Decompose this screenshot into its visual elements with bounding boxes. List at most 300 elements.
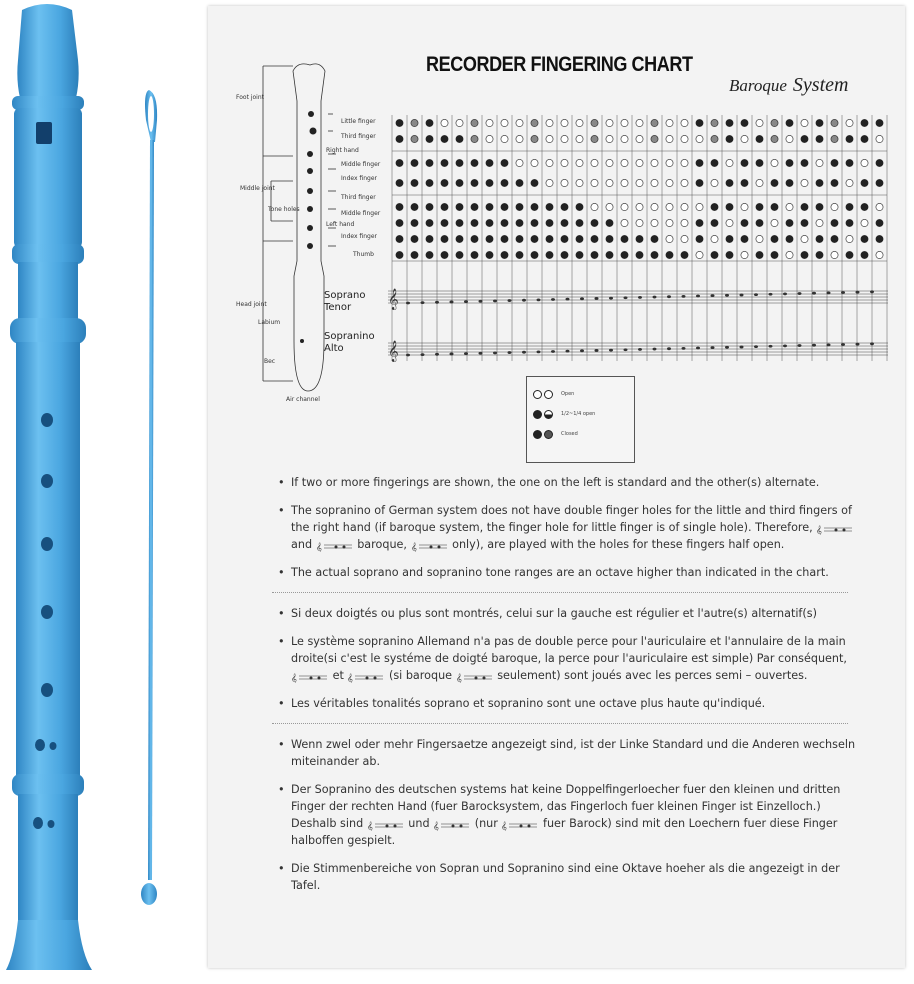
music-note-mark	[624, 296, 628, 299]
music-note-mark	[551, 298, 555, 301]
music-note-mark	[638, 348, 642, 351]
fingering-hole-mark	[621, 203, 628, 210]
fingering-hole-mark	[666, 235, 673, 242]
fingering-hole-mark	[501, 251, 508, 258]
closed-hole-icon	[544, 430, 553, 439]
fingering-hole-mark	[456, 219, 463, 226]
music-note-mark	[522, 351, 526, 354]
fingering-hole-mark	[861, 135, 868, 142]
music-note-mark	[522, 299, 526, 302]
fingering-hole-mark	[471, 235, 478, 242]
fingering-hole-mark	[801, 179, 808, 186]
music-note-mark	[638, 296, 642, 299]
label-head-joint: Head joint	[236, 301, 267, 308]
fingering-hole-mark	[531, 119, 538, 126]
fingering-hole-mark	[741, 179, 748, 186]
music-note-mark	[827, 291, 831, 294]
note-en-2: • The sopranino of German system does not have double finger holes for the little and third fingers of the right hand (if baroque system, the finger hole for little finger is of single hole). Therefore, 𝄞 and 𝄞 baroque, 𝄞 only), are played with the holes for these fingers half open.	[278, 502, 868, 553]
fingering-hole-mark	[651, 135, 658, 142]
fingering-hole-mark	[501, 203, 508, 210]
fingering-hole-mark	[786, 119, 793, 126]
music-note-mark	[609, 297, 613, 300]
fingering-hole-mark	[726, 179, 733, 186]
music-note-mark	[783, 345, 787, 348]
fingering-hole-mark	[771, 251, 778, 258]
svg-text:𝄞: 𝄞	[455, 674, 462, 683]
music-note-mark	[769, 345, 773, 348]
fingering-hole-mark	[816, 219, 823, 226]
fingering-hole-mark	[396, 179, 403, 186]
note-fr-3: • Les véritables tonalités soprano et sopranino sont une octave plus haute qu'indiqué.	[278, 695, 868, 712]
label-little-finger: Little finger	[341, 118, 376, 125]
fingering-hole-mark	[696, 119, 703, 126]
fingering-hole-mark	[426, 159, 433, 166]
label-third-finger-left: Third finger	[341, 194, 376, 201]
fingering-hole-mark	[441, 159, 448, 166]
fingering-hole-mark	[396, 219, 403, 226]
open-hole-icon	[544, 390, 553, 399]
fingering-hole-mark	[621, 235, 628, 242]
fingering-hole-mark	[516, 119, 523, 126]
fingering-hole-mark	[411, 179, 418, 186]
fingering-hole-mark	[711, 203, 718, 210]
fingering-hole-mark	[426, 179, 433, 186]
fingering-hole-mark	[771, 159, 778, 166]
music-notation-icon	[367, 819, 405, 829]
fingering-hole-mark	[456, 251, 463, 258]
fingering-hole-mark	[831, 235, 838, 242]
fingering-hole-mark	[816, 135, 823, 142]
fingering-hole-mark	[696, 251, 703, 258]
music-note-mark	[812, 292, 816, 295]
label-index-finger: Index finger	[341, 175, 377, 182]
fingering-hole-mark	[486, 179, 493, 186]
fingering-hole-mark	[711, 119, 718, 126]
label-middle-joint: Middle joint	[240, 185, 275, 192]
music-note-mark	[769, 293, 773, 296]
recorder-image	[0, 0, 100, 979]
fingering-hole-mark	[786, 219, 793, 226]
music-note-mark	[406, 302, 410, 305]
fingering-hole-mark	[861, 251, 868, 258]
fingering-hole-mark	[741, 219, 748, 226]
fingering-hole-mark	[786, 159, 793, 166]
fingering-hole-mark	[411, 235, 418, 242]
music-note-mark	[406, 354, 410, 357]
fingering-hole-mark	[486, 251, 493, 258]
music-note-mark	[740, 346, 744, 349]
fingering-hole-mark	[546, 159, 553, 166]
fingering-hole-mark	[531, 179, 538, 186]
fingering-hole-mark	[576, 119, 583, 126]
fingering-hole-mark	[711, 159, 718, 166]
fingering-hole-mark	[576, 159, 583, 166]
music-note-mark	[551, 350, 555, 353]
fingering-chart-sheet	[208, 6, 905, 968]
fingering-hole-mark	[876, 159, 883, 166]
fingering-hole-mark	[591, 203, 598, 210]
fingering-hole-mark	[441, 219, 448, 226]
fingering-hole-mark	[801, 251, 808, 258]
fingering-hole-mark	[576, 235, 583, 242]
cleaning-rod-image	[128, 80, 168, 910]
music-note-mark	[856, 291, 860, 294]
fingering-hole-mark	[546, 219, 553, 226]
note-fr-2: • Le système sopranino Allemand n'a pas de double perce pour l'auriculaire et l'annulaire de la main droite(si c'est le systéme de doigté baroque, la perce pour l'auriculaire est simple) Par conséquent, 𝄞 et 𝄞 (si baroque 𝄞 seulement) sont joués avec les perces semi – ouvertes.	[278, 633, 868, 684]
music-note-mark	[711, 294, 715, 297]
fingering-hole-mark	[846, 119, 853, 126]
fingering-hole-mark	[441, 119, 448, 126]
fingering-hole-mark	[771, 119, 778, 126]
fingering-hole-mark	[741, 203, 748, 210]
fingering-hole-mark	[651, 203, 658, 210]
fingering-hole-mark	[816, 235, 823, 242]
fingering-hole-mark	[741, 251, 748, 258]
fingering-hole-mark	[441, 251, 448, 258]
fingering-hole-mark	[486, 119, 493, 126]
fingering-hole-mark	[681, 219, 688, 226]
music-notation-icon	[501, 819, 539, 829]
fingering-hole-mark	[771, 203, 778, 210]
music-note-mark	[682, 347, 686, 350]
fingering-hole-mark	[441, 203, 448, 210]
fingering-hole-mark	[846, 203, 853, 210]
fingering-hole-mark	[411, 119, 418, 126]
legend-closed-text: Closed	[561, 431, 578, 437]
svg-text:𝄞: 𝄞	[816, 526, 823, 535]
fingering-hole-mark	[666, 179, 673, 186]
note-de-1: • Wenn zwel oder mehr Fingersaetze angezeigt sind, ist der Linke Standard und die Anderen wechseln miteinander ab.	[278, 736, 868, 770]
fingering-hole-mark	[741, 119, 748, 126]
fingering-hole-mark	[666, 135, 673, 142]
half-hole-icon	[533, 410, 542, 419]
fingering-hole-mark	[456, 235, 463, 242]
music-note-mark	[856, 343, 860, 346]
fingering-hole-mark	[696, 179, 703, 186]
label-right-hand: Right hand	[326, 147, 359, 154]
fingering-hole-mark	[591, 119, 598, 126]
fingering-hole-mark	[831, 219, 838, 226]
fingering-hole-mark	[426, 251, 433, 258]
fingering-hole-mark	[486, 219, 493, 226]
fingering-hole-mark	[426, 235, 433, 242]
fingering-hole-mark	[636, 219, 643, 226]
fingering-hole-mark	[756, 203, 763, 210]
music-note-mark	[740, 294, 744, 297]
music-note-mark	[566, 298, 570, 301]
music-note-mark	[667, 347, 671, 350]
fingering-hole-mark	[426, 203, 433, 210]
fingering-hole-mark	[486, 135, 493, 142]
fingering-hole-mark	[591, 179, 598, 186]
music-note-mark	[783, 293, 787, 296]
fingering-hole-mark	[816, 119, 823, 126]
fingering-hole-mark	[651, 251, 658, 258]
fingering-hole-mark	[561, 119, 568, 126]
fingering-hole-mark	[426, 135, 433, 142]
music-note-mark	[798, 292, 802, 295]
fingering-hole-mark	[711, 135, 718, 142]
music-note-mark	[464, 352, 468, 355]
fingering-hole-mark	[621, 179, 628, 186]
fingering-hole-mark	[651, 159, 658, 166]
music-note-mark	[595, 349, 599, 352]
label-index-finger-left: Index finger	[341, 233, 377, 240]
label-third-finger: Third finger	[341, 133, 376, 140]
fingering-hole-mark	[486, 203, 493, 210]
music-note-mark	[421, 353, 425, 356]
fingering-hole-mark	[396, 235, 403, 242]
music-note-mark	[754, 293, 758, 296]
label-foot-joint: Foot joint	[236, 94, 264, 101]
fingering-hole-mark	[741, 159, 748, 166]
fingering-hole-mark	[801, 219, 808, 226]
note-de-3: • Die Stimmenbereiche von Sopran und Sopranino sind eine Oktave hoeher als die angezeigt in der Tafel.	[278, 860, 868, 894]
fingering-hole-mark	[546, 119, 553, 126]
music-note-mark	[537, 298, 541, 301]
fingering-hole-mark	[546, 251, 553, 258]
fingering-hole-mark	[561, 203, 568, 210]
music-notation-icon	[433, 819, 471, 829]
fingering-hole-mark	[666, 203, 673, 210]
fingering-hole-mark	[606, 119, 613, 126]
music-note-mark	[435, 301, 439, 304]
fingering-hole-mark	[801, 159, 808, 166]
fingering-hole-mark	[876, 135, 883, 142]
fingering-hole-mark	[531, 251, 538, 258]
legend-open	[533, 387, 574, 401]
fingering-hole-mark	[561, 219, 568, 226]
music-note-mark	[450, 353, 454, 356]
fingering-hole-mark	[756, 159, 763, 166]
fingering-hole-mark	[831, 159, 838, 166]
fingering-hole-mark	[681, 179, 688, 186]
label-middle-finger: Middle finger	[341, 161, 381, 168]
fingering-hole-mark	[876, 119, 883, 126]
fingering-hole-mark	[516, 203, 523, 210]
fingering-hole-mark	[861, 179, 868, 186]
fingering-hole-mark	[621, 159, 628, 166]
fingering-hole-mark	[801, 119, 808, 126]
fingering-hole-mark	[726, 159, 733, 166]
fingering-hole-mark	[636, 251, 643, 258]
fingering-hole-mark	[816, 203, 823, 210]
fingering-hole-mark	[711, 179, 718, 186]
fingering-hole-mark	[591, 159, 598, 166]
fingering-hole-mark	[771, 179, 778, 186]
fingering-hole-mark	[426, 119, 433, 126]
system-baroque-text: Baroque	[729, 76, 787, 95]
fingering-hole-mark	[591, 135, 598, 142]
fingering-hole-mark	[681, 119, 688, 126]
label-bec: Bec	[264, 358, 276, 365]
fingering-hole-mark	[786, 251, 793, 258]
fingering-hole-mark	[561, 179, 568, 186]
divider	[272, 723, 848, 724]
fingering-hole-mark	[861, 219, 868, 226]
fingering-hole-mark	[726, 135, 733, 142]
treble-clef-icon: 𝄞	[388, 341, 399, 362]
fingering-hole-mark	[756, 251, 763, 258]
fingering-hole-mark	[471, 159, 478, 166]
half-hole-icon	[544, 410, 553, 419]
label-middle-finger-left: Middle finger	[341, 210, 381, 217]
fingering-hole-mark	[831, 135, 838, 142]
fingering-hole-mark	[576, 251, 583, 258]
fingering-hole-mark	[576, 219, 583, 226]
fingering-hole-mark	[711, 235, 718, 242]
fingering-hole-mark	[756, 135, 763, 142]
fingering-hole-mark	[831, 203, 838, 210]
music-note-mark	[493, 352, 497, 355]
fingering-hole-mark	[546, 179, 553, 186]
music-note-mark	[580, 349, 584, 352]
note-fr-1: • Si deux doigtés ou plus sont montrés, celui sur la gauche est régulier et l'autre(s) alternatif(s)	[278, 605, 868, 622]
fingering-hole-mark	[621, 219, 628, 226]
fingering-hole-mark	[411, 135, 418, 142]
fingering-hole-mark	[546, 135, 553, 142]
fingering-hole-mark	[411, 159, 418, 166]
fingering-hole-mark	[846, 135, 853, 142]
fingering-hole-mark	[621, 251, 628, 258]
fingering-hole-mark	[531, 159, 538, 166]
music-note-mark	[841, 291, 845, 294]
legend-open-text: Open	[561, 391, 575, 397]
music-note-mark	[464, 300, 468, 303]
fingering-hole-mark	[846, 159, 853, 166]
fingering-hole-mark	[846, 219, 853, 226]
fingering-hole-mark	[786, 179, 793, 186]
fingering-hole-mark	[576, 179, 583, 186]
fingering-hole-mark	[726, 235, 733, 242]
music-note-mark	[827, 343, 831, 346]
fingering-hole-mark	[441, 135, 448, 142]
fingering-hole-mark	[516, 235, 523, 242]
fingering-hole-mark	[861, 203, 868, 210]
fingering-hole-mark	[651, 179, 658, 186]
fingering-hole-mark	[786, 235, 793, 242]
fingering-hole-mark	[666, 219, 673, 226]
music-note-mark	[421, 301, 425, 304]
fingering-hole-mark	[636, 203, 643, 210]
fingering-hole-mark	[876, 235, 883, 242]
fingering-hole-mark	[471, 179, 478, 186]
label-sopranino-alto: Sopranino Alto	[324, 331, 375, 354]
music-note-mark	[667, 295, 671, 298]
music-note-mark	[508, 351, 512, 354]
svg-text:𝄞: 𝄞	[501, 822, 508, 831]
fingering-hole-mark	[636, 119, 643, 126]
fingering-hole-mark	[636, 235, 643, 242]
fingering-hole-mark	[531, 203, 538, 210]
fingering-hole-mark	[876, 203, 883, 210]
fingering-hole-mark	[606, 159, 613, 166]
system-word-text: System	[792, 74, 849, 96]
fingering-hole-mark	[546, 235, 553, 242]
fingering-hole-mark	[546, 203, 553, 210]
music-note-mark	[450, 301, 454, 304]
fingering-hole-mark	[516, 179, 523, 186]
fingering-hole-mark	[501, 119, 508, 126]
legend-closed	[533, 427, 578, 441]
fingering-hole-mark	[786, 203, 793, 210]
open-hole-icon	[533, 390, 542, 399]
fingering-hole-mark	[846, 235, 853, 242]
fingering-hole-mark	[531, 235, 538, 242]
legend-half-open	[533, 407, 595, 421]
svg-text:𝄞: 𝄞	[291, 674, 297, 683]
fingering-hole-mark	[486, 159, 493, 166]
fingering-hole-mark	[501, 179, 508, 186]
fingering-hole-mark	[501, 135, 508, 142]
music-note-mark	[609, 349, 613, 352]
chart-title: RECORDER FINGERING CHART	[426, 53, 693, 76]
fingering-hole-mark	[771, 235, 778, 242]
fingering-hole-mark	[771, 135, 778, 142]
fingering-hole-mark	[561, 135, 568, 142]
fingering-hole-mark	[531, 135, 538, 142]
fingering-hole-mark	[441, 179, 448, 186]
music-notation-icon	[411, 540, 449, 550]
treble-clef-icon: 𝄞	[388, 289, 399, 310]
recorder-diagram	[238, 61, 388, 411]
fingering-hole-mark	[861, 159, 868, 166]
fingering-hole-mark	[711, 251, 718, 258]
closed-hole-icon	[533, 430, 542, 439]
fingering-hole-mark	[681, 159, 688, 166]
fingering-hole-mark	[666, 251, 673, 258]
svg-text:𝄞: 𝄞	[410, 543, 417, 552]
fingering-hole-mark	[696, 219, 703, 226]
fingering-hole-mark	[861, 235, 868, 242]
fingering-hole-mark	[651, 219, 658, 226]
fingering-hole-mark	[531, 219, 538, 226]
fingering-hole-mark	[456, 203, 463, 210]
fingering-hole-mark	[861, 119, 868, 126]
fingering-hole-mark	[606, 219, 613, 226]
music-note-mark	[754, 345, 758, 348]
fingering-hole-mark	[486, 235, 493, 242]
fingering-hole-mark	[756, 119, 763, 126]
fingering-grid	[388, 111, 888, 368]
fingering-hole-mark	[576, 203, 583, 210]
fingering-hole-mark	[591, 235, 598, 242]
fingering-hole-mark	[681, 251, 688, 258]
fingering-hole-mark	[561, 251, 568, 258]
music-note-mark	[870, 342, 874, 345]
music-note-mark	[653, 348, 657, 351]
fingering-hole-mark	[396, 203, 403, 210]
music-note-mark	[682, 295, 686, 298]
note-en-3: • The actual soprano and sopranino tone ranges are an octave higher than indicated in the chart.	[278, 564, 868, 581]
svg-text:𝄞: 𝄞	[347, 674, 354, 683]
fingering-hole-mark	[471, 251, 478, 258]
fingering-hole-mark	[516, 251, 523, 258]
fingering-hole-mark	[471, 203, 478, 210]
music-notation-icon	[816, 523, 854, 533]
fingering-hole-mark	[696, 159, 703, 166]
fingering-hole-mark	[606, 203, 613, 210]
fingering-hole-mark	[666, 159, 673, 166]
fingering-hole-mark	[591, 219, 598, 226]
music-note-mark	[508, 299, 512, 302]
fingering-hole-mark	[726, 119, 733, 126]
fingering-hole-mark	[726, 251, 733, 258]
system-label	[729, 74, 848, 97]
divider	[272, 592, 848, 593]
music-note-mark	[479, 352, 483, 355]
fingering-hole-mark	[876, 251, 883, 258]
